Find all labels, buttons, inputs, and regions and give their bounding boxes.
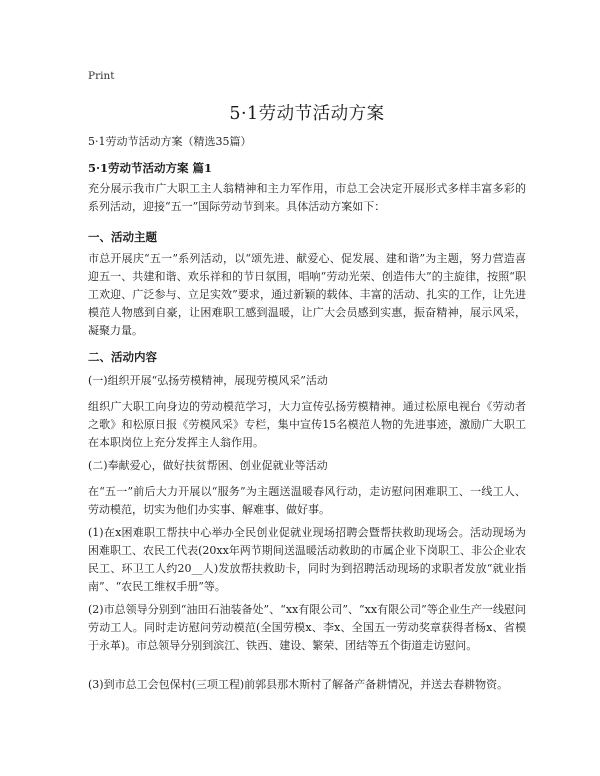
document-title: 5·1劳动节活动方案 xyxy=(229,104,385,124)
section2-heading: 二、活动内容 xyxy=(88,350,157,364)
section1-paragraph: 市总开展庆“五一”系列活动，以“颂先进、献爱心、促发展、建和谐”为主题，努力营造喜迎五一、共建和谐、欢乐祥和的节日氛围，唱响“劳动光荣、创造伟大”的主旋律，按照“职工欢迎、广泛参与、立足实效”要求，通过新颖的载体、丰富的活动、扎实的工作，让先进模范人物感到自豪，让困难职工感到温暖，让广大会员感到实惠，振奋精神，展示风采，凝聚力量。 xyxy=(88,252,526,337)
piece-title: 5·1劳动节活动方案 篇1 xyxy=(88,161,213,175)
point3-paragraph: (3)到市总工会包保村(三项工程)前郭县那木斯村了解备产备耕情况，并送去春耕物资。 xyxy=(88,678,509,691)
section1-heading: 一、活动主题 xyxy=(88,230,157,244)
intro-paragraph: 充分展示我市广大职工主人翁精神和主力军作用，市总工会决定开展形式多样丰富多彩的系列活动，迎接“五一”国际劳动节到来。具体活动方案如下： xyxy=(88,182,526,213)
document-subtitle: 5·1劳动节活动方案（精选35篇） xyxy=(88,135,252,148)
point1-paragraph: (1)在x困难职工帮扶中心举办全民创业促就业现场招聘会暨帮扶救助现场会。活动现场为困难职工、农民工代表(20xx年两节期间送温暖活动救助的市属企业下岗职工、非公企业农民工、环卫工人约20__人)发放帮扶救助卡，同时为到招聘活动现场的求职者发放“就业指南”、“农民工维权手册”等。 xyxy=(88,526,526,593)
point2-paragraph: (2)市总领导分别到“油田石油装备处”、“xx有限公司”、“xx有限公司”等企业生产一线慰问劳动工人。同时走访慰问劳动模范(全国劳模x、李x、全国五一劳动奖章获得者杨x、省模于永革)。市总领导分别到滨江、铁西、建设、繁荣、团结等五个街道走访慰问。 xyxy=(88,603,526,652)
print-link[interactable]: Print xyxy=(88,70,115,82)
item1-paragraph: 组织广大职工向身边的劳动模范学习，大力宣传弘扬劳模精神。通过松原电视台《劳动者之歌》和松原日报《劳模风采》专栏，集中宣传15名模范人物的先进事迹，激励广大职工在本职岗位上充分发挥主人翁作用。 xyxy=(88,400,526,449)
item2-paragraph: 在“五一”前后大力开展以“服务”为主题送温暖春风行动，走访慰问困难职工、一线工人、劳动模范，切实为他们办实事、解难事、做好事。 xyxy=(88,485,526,516)
item1-heading: (一)组织开展“弘扬劳模精神，展现劳模风采”活动 xyxy=(88,374,328,387)
item2-heading: (二)奉献爱心，做好扶贫帮困、创业促就业等活动 xyxy=(88,459,328,472)
